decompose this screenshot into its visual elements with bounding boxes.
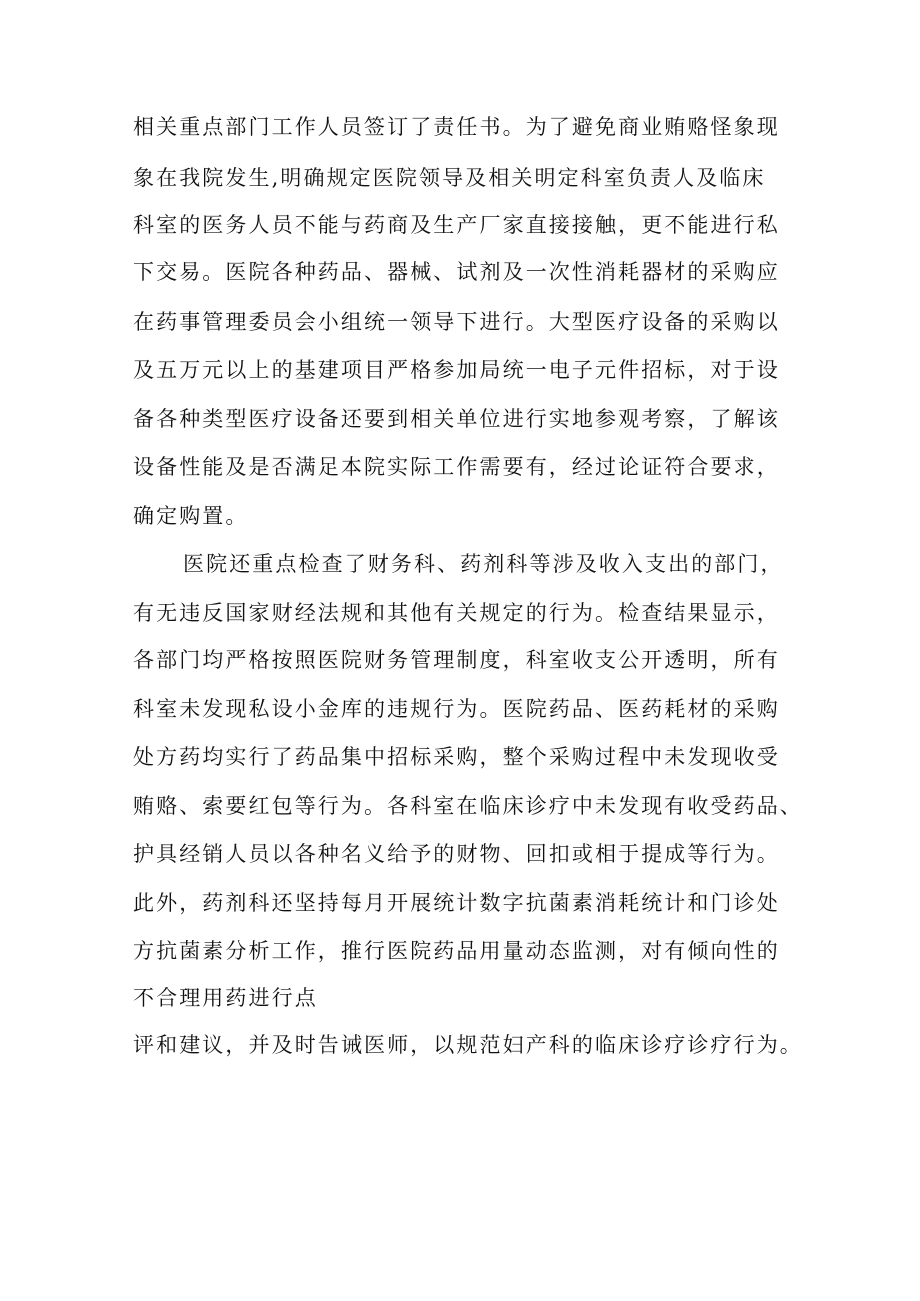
text-line: 有无违反国家财经法规和其他有关规定的行为。检查结果显示， xyxy=(133,601,780,625)
text-line: 护具经销人员以各种名义给予的财物、回扣或相于提成等行为。 xyxy=(133,842,780,866)
text-line: 科室的医务人员不能与药商及生产厂家直接接触，更不能进行私 xyxy=(133,213,780,237)
paragraph-first-line: 医院还重点检查了财务科、药剂科等涉及收入支出的部门， xyxy=(183,552,784,576)
text-line: 评和建议，并及时告诫医师，以规范妇产科的临床诊疗诊疗行为。 xyxy=(133,1033,803,1057)
text-line: 科室未发现私设小金库的违规行为。医院药品、医药耗材的采购 xyxy=(133,697,780,721)
text-line: 此外，药剂科还坚持每月开展统计数字抗菌素消耗统计和门诊处 xyxy=(133,891,780,915)
text-line: 各部门均严格按照医院财务管理制度，科室收支公开透明，所有 xyxy=(133,648,780,672)
text-line: 贿赂、索要红包等行为。各科室在临床诊疗中未发现有收受药品、 xyxy=(133,794,803,818)
text-line: 相关重点部门工作人员签订了责任书。为了避免商业贿赂怪象现 xyxy=(133,115,780,139)
text-line: 处方药均实行了药品集中招标采购，整个采购过程中未发现收受 xyxy=(133,745,780,769)
text-line: 方抗菌素分析工作，推行医院药品用量动态监测，对有倾向性的 xyxy=(133,939,780,963)
text-line: 设备性能及是否满足本院实际工作需要有，经过论证符合要求， xyxy=(133,455,780,479)
text-line: 象在我院发生,明确规定医院领导及相关明定科室负责人及临床 xyxy=(133,166,766,190)
text-line: 不合理用药进行点 xyxy=(133,986,318,1010)
text-line: 确定购置。 xyxy=(133,504,249,528)
text-line: 及五万元以上的基建项目严格参加局统一电子元件招标，对于设 xyxy=(133,358,780,382)
text-line: 在药事管理委员会小组统一领导下进行。大型医疗设备的采购以 xyxy=(133,310,780,334)
text-line: 下交易。医院各种药品、器械、试剂及一次性消耗器材的采购应 xyxy=(133,260,780,284)
text-line: 备各种类型医疗设备还要到相关单位进行实地参观考察，了解该 xyxy=(133,407,780,431)
